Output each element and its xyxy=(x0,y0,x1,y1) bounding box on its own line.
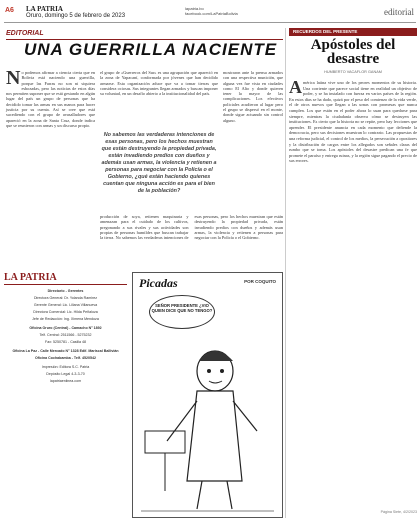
header-divider xyxy=(4,22,416,23)
editorial-text-3: mostraron ante la prensa armados con una respectiva munición, que alguna vez fue vista en ciudades como El Alto y donde quieren tener la mayor de las complicaciones. Los efectivos policiales acudieron al lugar pero el grupo se dispersó en el monte, donde sigue actuando sin control alguno. xyxy=(223,70,283,123)
directory-line: Fax: 5250781 - Casilla 48 xyxy=(45,340,86,344)
directory-line: Jefe de Redacción: Ing. Ximena Mendoza xyxy=(32,317,99,321)
directory-line: Oficina Oruro (Central) - Camacho N° 1892 xyxy=(29,326,102,330)
directory-line: Directora Comercial: Lic. Hilda Peñaloza xyxy=(33,310,98,314)
editorial-label: EDITORIAL xyxy=(6,30,44,37)
directory-line: Directora General: Dr. Yolanda Ramirez xyxy=(33,296,98,300)
pull-quote: No sabemos las verdaderas intenciones de esas personas, pero los hechos muestran que están destruyendo la propiedad privada, están invadiendo predios con dueños y además usan armas, la violencia y retienen a personas para negociar con la Policía o el Gobierno, ¿qué están haciendo quienes cuentan que ninguna acción es para el bien de la población? xyxy=(101,132,217,194)
column-title: Apóstoles del desastre xyxy=(310,37,396,67)
directory-line: Gerente General: Lic. Liliana Villanueva xyxy=(33,303,98,307)
editorial-article xyxy=(4,28,283,266)
website-link[interactable]: lapatria.bo xyxy=(185,6,204,11)
page-header xyxy=(0,0,420,24)
directory-logo: LA PATRIA xyxy=(4,272,127,285)
column-divider xyxy=(285,28,286,518)
editorial-text-2: el grupo de «Guerreros del Sur» es una agrupación que apareció en la zona de Yapacaní, conformada por jóvenes que han decidido armarse. Esta organización aduce que va a tomar tierras que considera ociosas. Sus integrantes llegan armados y buscan imponer su voluntad, en un desafío abierto a la institucionalidad del país. xyxy=(100,70,218,97)
column-source: Página Siete, 4/2/2023 xyxy=(380,510,417,514)
brand-logo: LA PATRIA xyxy=(26,5,63,13)
directory-line: Oficina Cochabamba - Telf. 4520542 xyxy=(34,356,97,360)
cartoon-panel xyxy=(132,272,283,518)
cartoon-illustration-icon xyxy=(137,331,278,515)
editorial-text-1: o podemos afirmar a ciencia cierta que en Bolivia está naciendo una guerrilla, porque las Farras no son ni siquiera esbozadas, pero las noticias de estos días nos permiten suponer que se está gestando en algún lugar del país un grupo de personas que ha decidido tomar las armas en sus manos para hacer justicia por su cuenta. Así se cree que está sucediendo con el grupo de avasalladores que apareció en la zona de Santa Cruz, donde indica que se reunieron con armas y un discurso propio. xyxy=(6,70,95,128)
editorial-column-2 xyxy=(100,70,218,130)
editorial-bottom-text: producción de soya, retienen maquinaria y amenazan para el cuidado de los cultivos, pregonando a sus rivales y sus actividades son propias de personas humildes que buscan trabajar la tierra. No sabemos las verdaderas intenciones de esas personas, pero los hechos muestran que están destruyendo la propiedad privada, están invadiendo predios con dueños y además usan armas, la violencia y retienen a personas para negociar con la Policía o el Gobierno. xyxy=(100,214,283,241)
cartoon-author: POR COQUITO xyxy=(244,279,276,284)
issue-date: Oruro, domingo 5 de febrero de 2023 xyxy=(26,13,126,19)
editorial-title: UNA GUERRILLA NACIENTE xyxy=(24,40,278,59)
editorial-column-3 xyxy=(223,70,283,210)
directory-line[interactable]: lapatriaenlinea.com xyxy=(49,379,82,383)
directory-line: Directorio - Gerentes xyxy=(47,289,84,293)
directory-line: Oficina La Paz - Calle Mercado N° 1328 Edif. Mariscal Ballivián xyxy=(12,349,119,353)
cartoon-title: Picadas xyxy=(139,276,178,290)
section-tag: editorial xyxy=(384,7,414,17)
page-number: A6 xyxy=(5,7,14,14)
newspaper-directory xyxy=(4,272,127,518)
directory-line: Telf. Central: 2511566 - 5275232 xyxy=(39,333,92,337)
directory-line: Depósito Legal 4-3-3-70 xyxy=(46,372,85,376)
directory-list xyxy=(4,289,127,384)
masthead xyxy=(26,5,125,19)
column-text: mérica latina vive uno de los peores momentos de su historia. Una corriente que parece social tiene en realidad un objetivo de poder, y se ha instalado con fuerza en varios países de la región. En estos días se ha dado, quizá por el peso del comienzo de la vida verde, el de otros nuevos que llegan a las urnas con promesas que nunca cumplen. Los que están en el poder ahora lo usan para quedarse para siempre, mientras la ciudadanía observa cómo se destruyen las instituciones. Es cierto que la historia no se repite, pero hay lecciones que aprender. El presidente anuncia en cada momento que defiende la democracia, pero sus decisiones muestran lo contrario. Las propuestas de una reforma judicial, el control de los medios, la persecución a opositores y la distribución de cargos entre los allegados son señales claras del rumbo que se toma. Los apóstoles del desastre predican una fe que promete el paraíso y entrega ruinas, y la región sigue pagando el precio de sus errores. xyxy=(289,80,417,164)
header-web-links xyxy=(185,6,238,16)
column-author: HUMBERTO VACAFLOR GANAM xyxy=(324,70,382,74)
column-body xyxy=(289,80,417,508)
drop-cap: A xyxy=(289,80,302,97)
drop-cap: N xyxy=(6,67,21,89)
facebook-link[interactable]: facebook.com/LaPatriaBolivia xyxy=(185,11,238,16)
directory-line: Impresión: Editora S.C. Patria xyxy=(41,365,90,369)
opinion-column xyxy=(289,28,417,518)
speech-bubble: SEÑOR PRESIDENTE ¿VIO QUIEN DICE QUE NO TENGO? xyxy=(149,295,215,329)
column-label: RECUERDOS DEL PRESENTE xyxy=(289,28,417,36)
editorial-column-1 xyxy=(6,67,95,128)
